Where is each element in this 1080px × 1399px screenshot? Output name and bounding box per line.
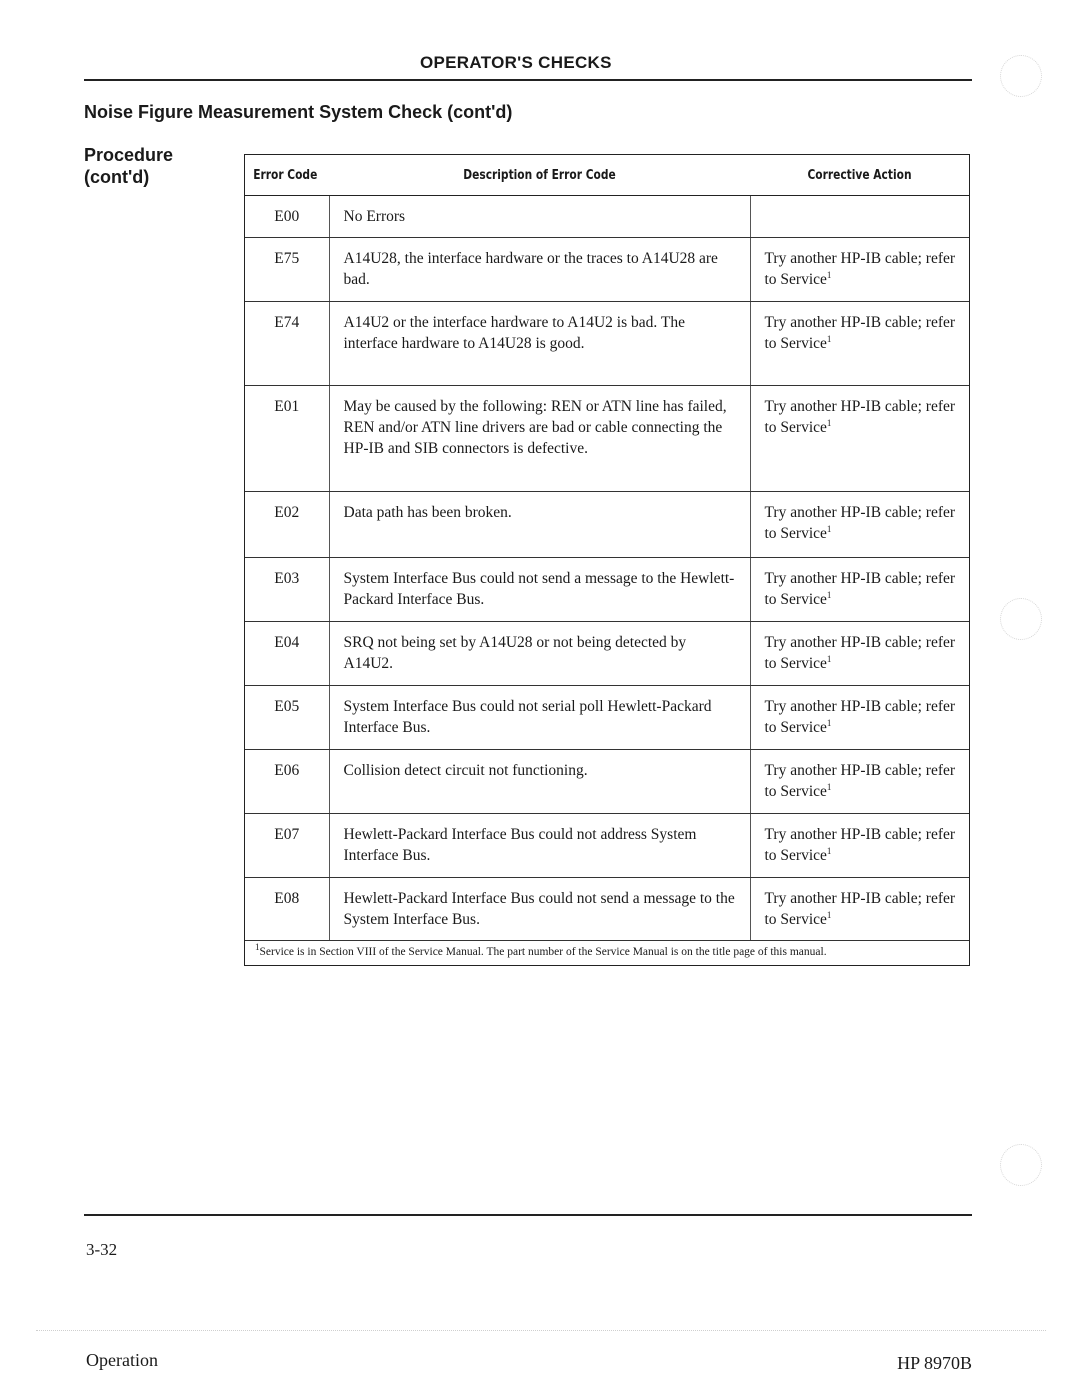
column-header-error-code: Error Code — [245, 155, 314, 196]
corrective-action-text: Try another HP-IB cable; refer to Service — [764, 250, 956, 288]
corrective-action-cell — [750, 492, 969, 558]
table-row — [245, 558, 969, 622]
error-code-cell: E08 — [245, 878, 329, 941]
corrective-action-cell — [750, 814, 969, 878]
error-code-cell: E07 — [245, 814, 329, 878]
table-row — [245, 686, 969, 750]
description-cell: A14U28, the interface hardware or the traces to A14U28 are bad. — [329, 238, 750, 302]
description-cell: May be caused by the following: REN or ATN line has failed, REN and/or ATN line drivers are bad or cable connecting the HP-IB and SIB connectors is defective. — [329, 386, 750, 492]
service-footnote-ref: 1 — [826, 523, 832, 534]
table-row — [245, 238, 969, 302]
service-footnote-ref: 1 — [826, 653, 832, 664]
service-footnote-ref: 1 — [826, 781, 832, 792]
error-code-cell: E06 — [245, 750, 329, 814]
description-cell: Data path has been broken. — [329, 492, 750, 558]
description-cell: System Interface Bus could not send a message to the Hewlett-Packard Interface Bus. — [329, 558, 750, 622]
corrective-action-cell — [750, 878, 969, 941]
service-footnote-ref: 1 — [826, 845, 832, 856]
service-footnote-ref: 1 — [826, 333, 832, 344]
side-heading-line2: (cont'd) — [84, 167, 150, 187]
service-footnote-ref: 1 — [826, 417, 832, 428]
description-cell: Hewlett-Packard Interface Bus could not send a message to the System Interface Bus. — [329, 878, 750, 941]
footer-left-label: Operation — [86, 1350, 158, 1370]
corrective-action-cell — [750, 558, 969, 622]
punch-hole-top — [1000, 55, 1042, 97]
corrective-action-text: Try another HP-IB cable; refer to Service — [764, 762, 956, 800]
header-rule — [84, 79, 972, 81]
corrective-action-text: Try another HP-IB cable; refer to Service — [764, 570, 956, 608]
error-code-cell: E75 — [245, 238, 329, 302]
error-code-cell: E02 — [245, 492, 329, 558]
punch-hole-bottom — [1000, 1144, 1042, 1186]
table-row — [245, 196, 969, 238]
corrective-action-text: Try another HP-IB cable; refer to Service — [764, 314, 956, 352]
error-code-table — [244, 154, 970, 966]
table-row — [245, 386, 969, 492]
corrective-action-cell — [750, 750, 969, 814]
description-cell: System Interface Bus could not serial poll Hewlett-Packard Interface Bus. — [329, 686, 750, 750]
column-header-corrective-action: Corrective Action — [770, 155, 950, 196]
table-row — [245, 814, 969, 878]
table-row — [245, 622, 969, 686]
side-heading — [84, 144, 173, 188]
corrective-action-text: Try another HP-IB cable; refer to Service — [764, 698, 956, 736]
corrective-action-text: Try another HP-IB cable; refer to Service — [764, 398, 956, 436]
footer-right-label: HP 8970B — [897, 1353, 972, 1373]
section-title: Noise Figure Measurement System Check (cont'd) — [84, 102, 513, 122]
error-code-cell: E01 — [245, 386, 329, 492]
table-row — [245, 750, 969, 814]
service-footnote-ref: 1 — [826, 269, 832, 280]
corrective-action-text: Try another HP-IB cable; refer to Service — [764, 634, 956, 672]
table-row — [245, 302, 969, 386]
punch-hole-middle — [1000, 598, 1042, 640]
service-footnote-ref: 1 — [826, 717, 832, 728]
corrective-action-text: Try another HP-IB cable; refer to Service — [764, 826, 956, 864]
side-heading-line1: Procedure — [84, 145, 174, 165]
corrective-action-cell — [750, 686, 969, 750]
table-footnote — [245, 941, 969, 965]
service-footnote-ref: 1 — [826, 909, 832, 920]
description-cell: No Errors — [329, 196, 750, 238]
description-cell: Hewlett-Packard Interface Bus could not address System Interface Bus. — [329, 814, 750, 878]
description-cell: SRQ not being set by A14U28 or not being detected by A14U2. — [329, 622, 750, 686]
footnote-marker: 1 — [255, 942, 260, 953]
description-cell: Collision detect circuit not functioning. — [329, 750, 750, 814]
corrective-action-cell — [750, 238, 969, 302]
corrective-action-text: Try another HP-IB cable; refer to Service — [764, 890, 956, 928]
column-header-description: Description of Error Code — [367, 155, 712, 196]
corrective-action-cell — [750, 302, 969, 386]
description-cell: A14U2 or the interface hardware to A14U2 is bad. The interface hardware to A14U28 is good. — [329, 302, 750, 386]
running-title: OPERATOR'S CHECKS — [420, 53, 612, 72]
corrective-action-text: Try another HP-IB cable; refer to Service — [764, 504, 956, 542]
corrective-action-cell — [750, 622, 969, 686]
error-code-cell: E74 — [245, 302, 329, 386]
error-code-cell: E04 — [245, 622, 329, 686]
corrective-action-cell — [750, 386, 969, 492]
table-row — [245, 878, 969, 941]
error-code-cell: E03 — [245, 558, 329, 622]
corrective-action-cell — [750, 196, 969, 238]
table-header-row — [245, 155, 969, 196]
table-row — [245, 492, 969, 558]
footnote-text: Service is in Section VIII of the Service Manual. The part number of the Service Manual is on the title page of this manual. — [259, 946, 827, 958]
page-number: 3-32 — [86, 1240, 118, 1259]
error-code-cell: E05 — [245, 686, 329, 750]
scan-dotted-line — [36, 1330, 1046, 1331]
service-footnote-ref: 1 — [826, 589, 832, 600]
error-code-cell: E00 — [245, 196, 329, 238]
footer-rule — [84, 1214, 972, 1216]
